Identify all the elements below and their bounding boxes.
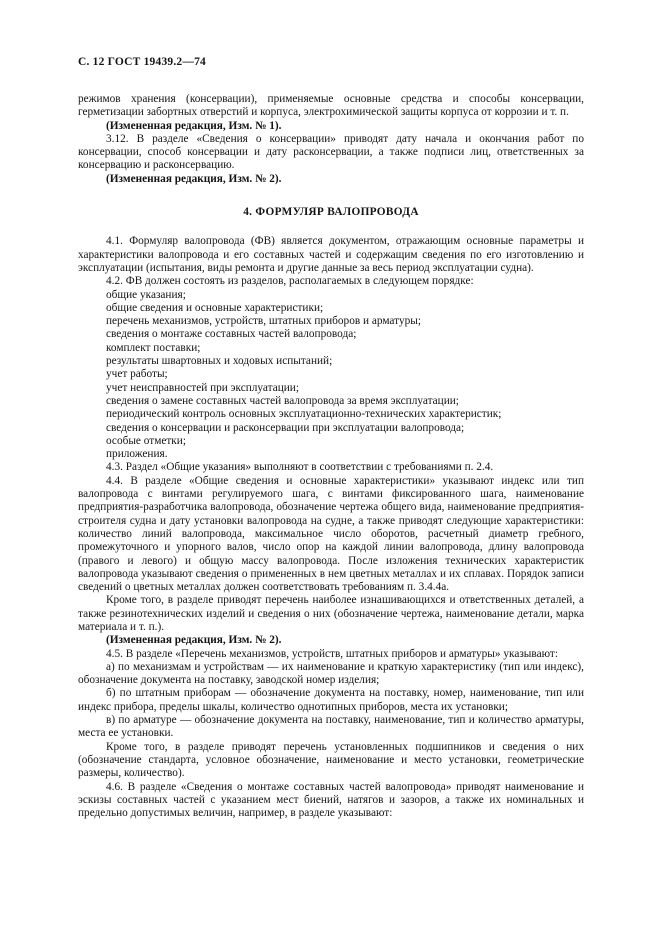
section-list-item: сведения о монтаже составных частей валопровода;: [106, 328, 357, 341]
section-list-item: комплект поставки;: [106, 341, 201, 354]
section-list-item: приложения.: [106, 448, 168, 461]
paragraph-continuation: режимов хранения (консервации), применяемые основные средства и способы консервации, герметизации забортных отверстий и корпуса, электрохимической защиты корпуса от коррозии и т. п.: [78, 93, 584, 119]
text-column: [78, 56, 584, 820]
paragraph-4-5-v: в) по арматуре — обозначение документа на поставку, наименование, тип и количество арматуры, места ее установки.: [78, 714, 584, 740]
amendment-note: (Измененная редакция, Изм. № 1).: [106, 119, 282, 132]
page-header: С. 12 ГОСТ 19439.2—74: [78, 56, 206, 68]
section-list-item: перечень механизмов, устройств, штатных приборов и арматуры;: [106, 315, 421, 328]
paragraph-4-2: 4.2. ФВ должен состоять из разделов, располагаемых в следующем порядке:: [106, 275, 474, 288]
paragraph-4-6: 4.6. В разделе «Сведения о монтаже составных частей валопровода» приводят наименование и эскизы составных частей с указанием мест биений, натягов и зазоров, а также их номинальных и предельно допустимых величин, например, в разделе указывают:: [78, 780, 584, 820]
section-heading: 4. ФОРМУЛЯР ВАЛОПРОВОДА: [243, 206, 419, 219]
section-list-item: общие сведения и основные характеристики;: [106, 301, 324, 314]
paragraph-4-5-a: а) по механизмам и устройствам — их наименование и краткую характеристику (тип или индекс), обозначение документа на поставку, заводской номер изделия;: [78, 660, 584, 687]
section-list-item: особые отметки;: [106, 434, 186, 447]
section-list-item: периодический контроль основных эксплуатационно-технических характеристик;: [106, 408, 502, 421]
paragraph-4-5-b: б) по штатным приборам — обозначение документа на поставку, номер, наименование, тип или индекс прибора, пределы шкалы, количество однотипных приборов, места их установки;: [78, 687, 584, 713]
paragraph-4-4-note: Кроме того, в разделе приводят перечень наиболее изнашивающихся и ответственных деталей, а также резинотехнических изделий и сведения о них (обозначение чертежа, наименование детали, марка материала и т. п.).: [78, 594, 584, 633]
section-list-item: учет работы;: [106, 368, 168, 381]
paragraph-3-12: 3.12. В разделе «Сведения о консервации» приводят дату начала и окончания работ по консервации, способ консервации и дату расконсервации, а также подписи лиц, ответственных за консервацию и расконсервацию.: [78, 132, 584, 172]
amendment-note: (Измененная редакция, Изм. № 2).: [106, 172, 282, 185]
paragraph-4-5-note: Кроме того, в разделе приводят перечень установленных подшипников и сведения о них (обозначение стандарта, условное обозначение, наименование и место установки, геометрические размеры, количество).: [78, 740, 584, 780]
section-list-item: результаты швартовных и ходовых испытаний;: [106, 355, 333, 368]
amendment-note: (Измененная редакция, Изм. № 2).: [106, 634, 282, 647]
paragraph-4-4: 4.4. В разделе «Общие сведения и основные характеристики» указывают индекс или тип валопровода с винтами регулируемого шага, с винтами фиксированного шага, наименование предприятия-разработчика валопровода, обозначение чертежа общего вида, наименование предприятия-строителя судна и дату установки валопровода на судне, а также приводят следующие характеристики: количество линий валопровода, максимальное число оборотов, расчетный диаметр гребного, промежуточного и упорного валов, число опор на каждой линии валопровода, длину валопровода (правого и левого) и общую массу валопровода. После изложения технических характеристик валопровода указывают сведения о примененных в нем цветных металлах и их сплавах. Порядок записи сведений о цветных металлах должен соответствовать требованиям п. 3.4.4а.: [78, 474, 584, 594]
section-list-item: учет неисправностей при эксплуатации;: [106, 381, 299, 394]
section-list-item: сведения о консервации и расконсервации при эксплуатации валопровода;: [106, 421, 465, 434]
section-list-item: общие указания;: [106, 288, 186, 301]
paragraph-4-5: 4.5. В разделе «Перечень механизмов, устройств, штатных приборов и арматуры» указывают:: [106, 647, 558, 660]
paragraph-4-3: 4.3. Раздел «Общие указания» выполняют в соответствии с требованиями п. 2.4.: [106, 461, 494, 474]
paragraph-4-1: 4.1. Формуляр валопровода (ФВ) является документом, отражающим основные параметры и характеристики валопровода и его составных частей и содержащим сведения по его изготовлению и эксплуатации (испытания, виды ремонта и другие данные за весь период эксплуатации судна).: [78, 235, 584, 274]
section-list-item: сведения о замене составных частей валопровода за время эксплуатации;: [106, 394, 459, 407]
